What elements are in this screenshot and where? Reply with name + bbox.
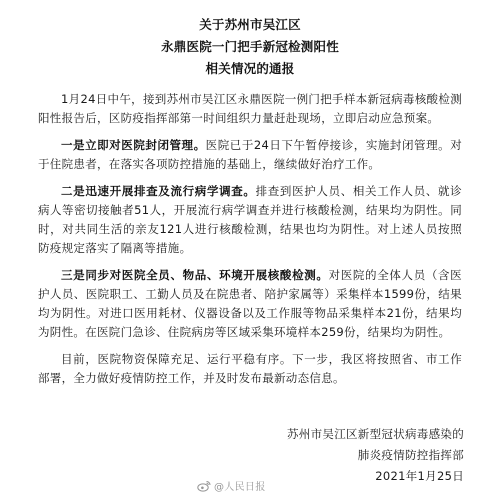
measure-2-text: 排查到医护人员、相关工作人员、就诊病人等密切接触者51人，开展流行病学调查并进行核酸检测，结果均为阴性。同时，对共同生活的亲友121人进行核酸检测，结果也均为阴性。对上述人员按照防疫规定落实了隔离等措施。 [38, 184, 462, 255]
title-line-2: 永鼎医院一门把手新冠检测阳性 [161, 39, 339, 54]
signature-block [264, 424, 464, 487]
measure-3-heading: 三是同步对医院全员、物品、环境开展核酸检测。 [61, 268, 329, 282]
watermark [197, 478, 266, 493]
measure-3-text: 对医院的全体人员（含医护人员、医院职工、工勤人员及在院患者、陪护家属等）采集样本1599份，结果均为阴性。对进口医用耗材、仪器设备以及工作服等物品采集样本21份，结果均为阴性。在医院门急诊、住院病房等区域采集环境样本259份，结果均为阴性。 [38, 268, 462, 339]
paragraph-conclusion [38, 350, 462, 388]
weibo-icon [197, 480, 211, 492]
signature-org-line-2: 肺炎疫情防控指挥部 [357, 448, 464, 462]
title-line-1: 关于苏州市吴江区 [199, 17, 301, 32]
measure-1-heading: 一是立即对医院封闭管理。 [61, 138, 206, 152]
measure-2-heading: 二是迅速开展排查及流行病学调查。 [61, 184, 256, 198]
notice-body [38, 90, 462, 388]
title-line-3: 相关情况的通报 [205, 61, 295, 76]
notice-title [38, 14, 462, 80]
watermark-text: @人民日报 [214, 482, 266, 493]
signature-org-line-1: 苏州市吴江区新型冠状病毒感染的 [287, 427, 464, 441]
paragraph-intro-text: 1月24日中午，接到苏州市吴江区永鼎医院一例门把手样本新冠病毒核酸检测阳性报告后，区防疫指挥部第一时间组织力量赶赴现场，立即启动应急预案。 [38, 92, 462, 125]
paragraph-measure-2 [38, 182, 462, 258]
paragraph-conclusion-text: 目前，医院物资保障充足、运行平稳有序。下一步，我区将按照省、市工作部署，全力做好疫情防控工作，并及时发布最新动态信息。 [38, 352, 462, 385]
paragraph-measure-1 [38, 136, 462, 174]
paragraph-measure-3 [38, 266, 462, 342]
measure-1-text: 医院已于24日下午暂停接诊，实施封闭管理。对于住院患者，在落实各项防控措施的基础上，继续做好治疗工作。 [38, 138, 463, 171]
signature-date: 2021年1月25日 [375, 469, 464, 483]
paragraph-intro [38, 90, 462, 128]
